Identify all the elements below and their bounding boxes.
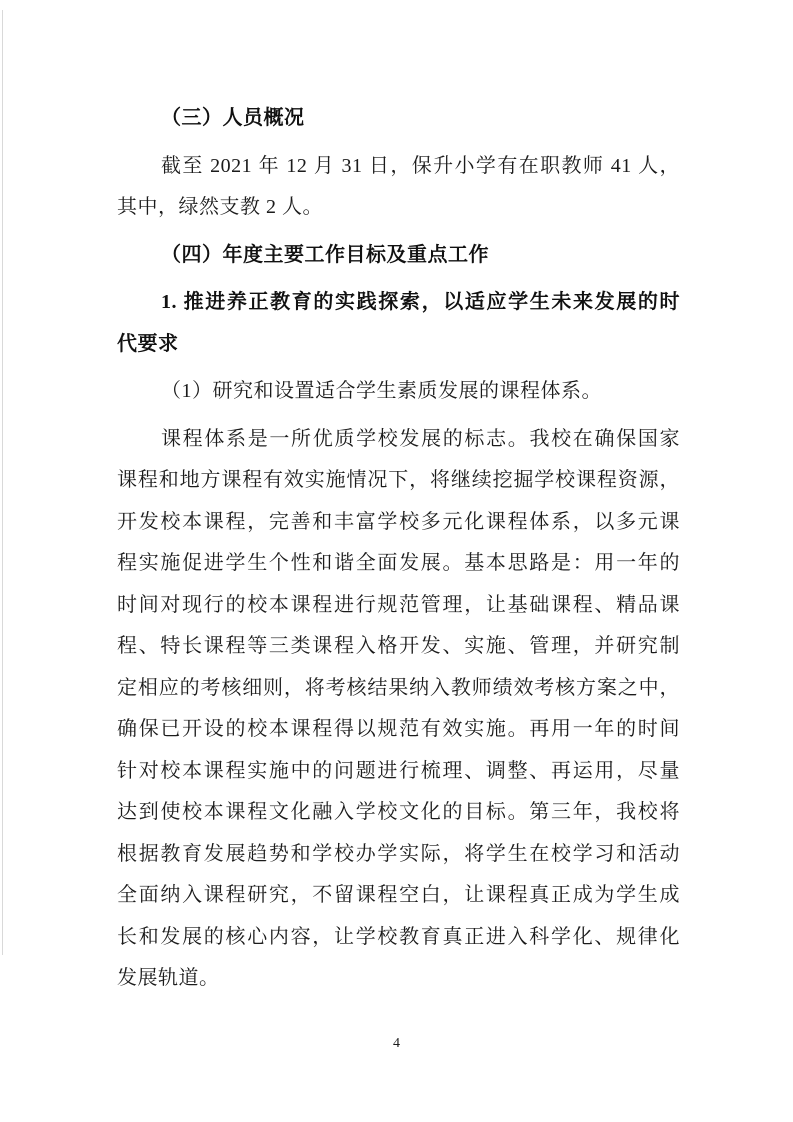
body-line: 确保已开设的校本课程得以规范有效实施。再用一年的时间 — [117, 718, 680, 740]
paragraph — [117, 371, 680, 413]
body-line: 定相应的考核细则，将考核结果纳入教师绩效考核方案之中， — [117, 676, 680, 699]
body-line: 发展轨道。 — [117, 967, 220, 989]
body-line: 程、特长课程等三类课程入格开发、实施、管理，并研究制 — [117, 635, 680, 657]
page-footer — [0, 1034, 793, 1054]
body-line: 根据教育发展趋势和学校办学实际，将学生在校学习和活动 — [117, 842, 680, 865]
heading-line: 代要求 — [117, 332, 179, 355]
body-line: 课程体系是一所优质学校发展的标志。我校在确保国家 — [161, 427, 680, 450]
body-line: 长和发展的核心内容，让学校教育真正进入科学化、规律化 — [117, 925, 680, 948]
body-line: 时间对现行的校本课程进行规范管理，让基础课程、精品课 — [117, 593, 680, 616]
heading-line: （三）人员概况 — [161, 107, 305, 129]
body-line: （1）研究和设置适合学生素质发展的课程体系。 — [161, 380, 602, 402]
text-column — [117, 98, 680, 1000]
section-heading — [117, 98, 680, 140]
heading-line: 1. 推进养正教育的实践探索，以适应学生未来发展的时 — [161, 291, 680, 313]
body-line: 开发校本课程，完善和丰富学校多元化课程体系，以多元课 — [117, 510, 680, 533]
heading-line: （四）年度主要工作目标及重点工作 — [161, 243, 489, 266]
scan-edge-line — [2, 10, 3, 955]
body-line: 程实施促进学生个性和谐全面发展。基本思路是：用一年的 — [117, 552, 680, 574]
body-line: 截至 2021 年 12 月 31 日，保升小学有在职教师 41 人， — [161, 154, 680, 177]
section-heading — [117, 282, 680, 365]
section-heading — [117, 235, 680, 277]
body-line: 针对校本课程实施中的问题进行梳理、调整、再运用，尽量 — [117, 759, 680, 782]
paragraph — [117, 419, 680, 1000]
body-line: 其中，绿然支教 2 人。 — [117, 196, 323, 218]
page-number: 4 — [393, 1036, 400, 1051]
paragraph — [117, 146, 680, 229]
body-line: 达到使校本课程文化融入学校文化的目标。第三年，我校将 — [117, 801, 680, 823]
body-line: 课程和地方课程有效实施情况下，将继续挖掘学校课程资源， — [117, 469, 680, 491]
body-line: 全面纳入课程研究，不留课程空白，让课程真正成为学生成 — [117, 884, 680, 906]
